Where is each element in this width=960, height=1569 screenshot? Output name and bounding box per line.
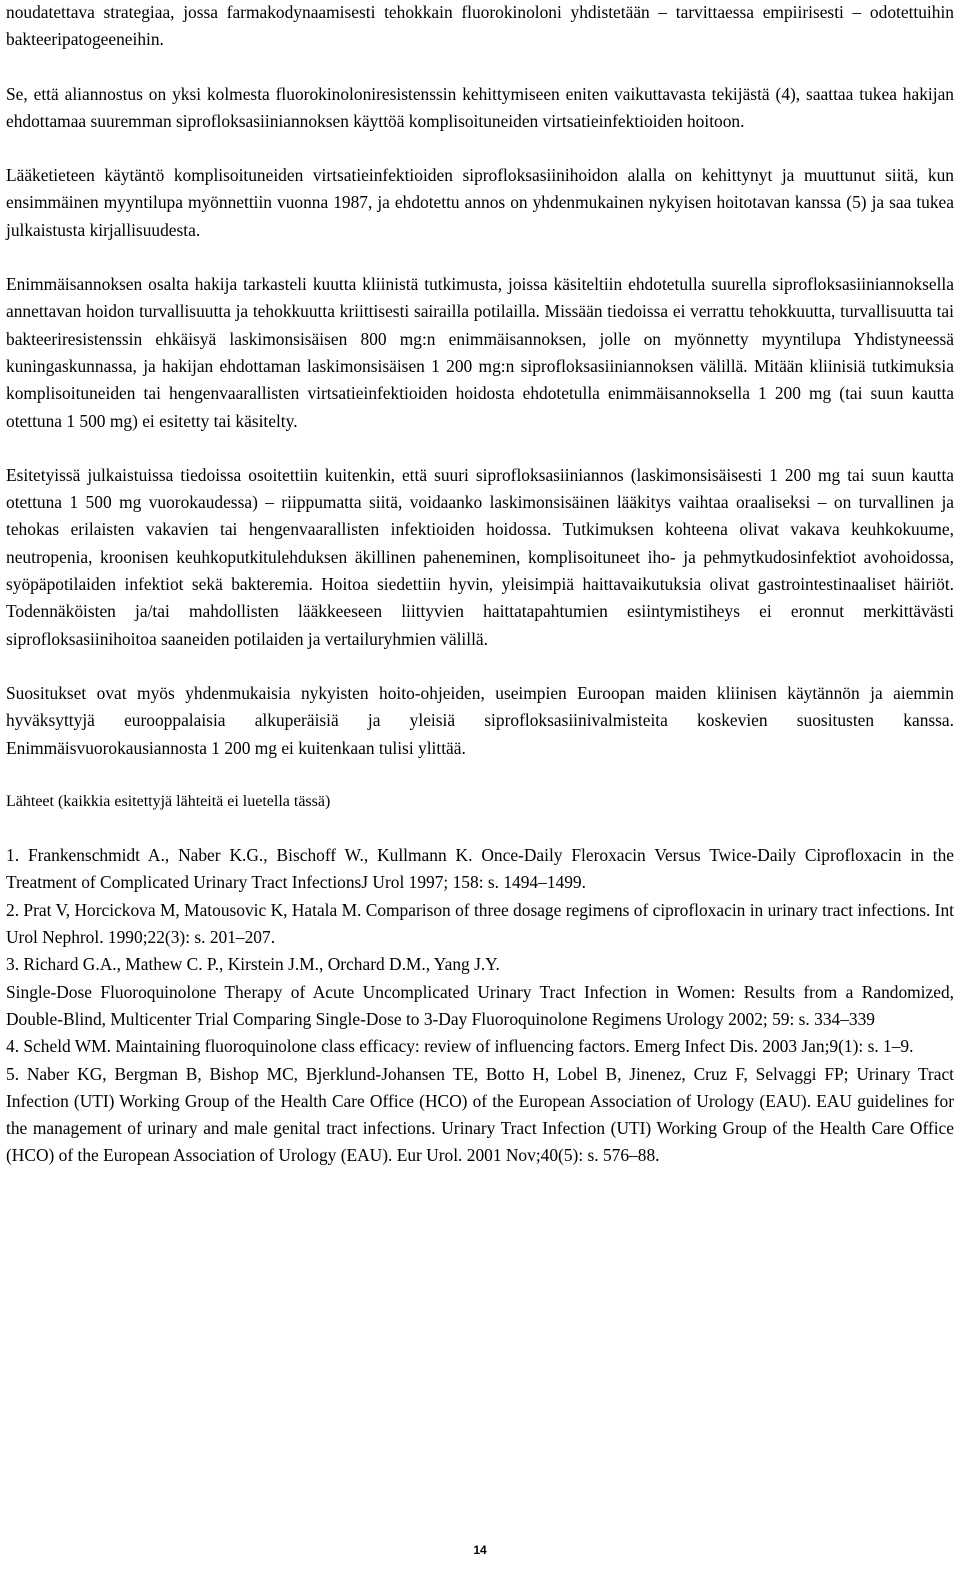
paragraph-2: Se, että aliannostus on yksi kolmesta fluorokinoloniresistenssin kehittymiseen eniten vaikuttavasta tekijästä (4), saattaa tukea hakijan ehdottamaa suuremman siprofloksasiiniannoksen käyttöä komplisoituneiden virtsatieinfektioiden hoitoon.	[6, 83, 954, 131]
references-list	[6, 842, 954, 1170]
document-page	[6, 0, 954, 1170]
page-number: 14	[473, 1543, 487, 1557]
reference-3-title: Single-Dose Fluoroquinolone Therapy of Acute Uncomplicated Urinary Tract Infection in Women: Results from a Randomized, Double-Blind, Multicenter Trial Comparing Single-Dose to 3-Day Fluoroquinolone Regimens Urology 2002; 59: s. 334–339	[6, 981, 954, 1029]
reference-3: 3. Richard G.A., Mathew C. P., Kirstein J.M., Orchard D.M., Yang J.Y.	[6, 954, 500, 975]
paragraph-4: Enimmäisannoksen osalta hakija tarkasteli kuutta kliinistä tutkimusta, joissa käsiteltiin ehdotetulla suurella siprofloksasiiniannoksella annettavan hoidon turvallisuutta ja tehokkuutta kriittisesti sairailla potilailla. Missään tiedoissa ei verrattu tehokkuutta, turvallisuutta tai bakteeriresistenssin ehkäisyä laskimonsisäisen 800 mg:n enimmäisannoksen, jolle on myönnetty myyntilupa Yhdistyneessä kuningaskunnassa, ja hakijan ehdottaman laskimonsisäisen 1 200 mg:n siprofloksasiiniannoksen välillä. Mitään kliinisiä tutkimuksia komplisoituneiden tai hengenvaarallisten virtsatieinfektioiden hoidosta ehdotetulla enimmäisannoksella 1 200 mg (tai suun kautta otettuna 1 500 mg) ei esitetty tai käsitelty.	[6, 274, 954, 431]
paragraph-6: Suositukset ovat myös yhdenmukaisia nykyisten hoito-ohjeiden, useimpien Euroopan maiden kliinisen käytännön ja aiemmin hyväksyttyjä eurooppalaisia alkuperäisiä ja yleisiä siprofloksasiinivalmisteita koskevien suositusten kanssa. Enimmäisvuorokausiannosta 1 200 mg ei kuitenkaan tulisi ylittää.	[6, 682, 954, 758]
reference-2: 2. Prat V, Horcickova M, Matousovic K, Hatala M. Comparison of three dosage regimens of ciprofloxacin in urinary tract infections. Int Urol Nephrol. 1990;22(3): s. 201–207.	[6, 899, 954, 948]
paragraph-1: noudatettava strategiaa, jossa farmakodynaamisesti tehokkain fluorokinoloni yhdistetään – tarvittaessa empiirisesti – odotettuihin bakteeripatogeeneihin.	[6, 2, 954, 50]
reference-5: 5. Naber KG, Bergman B, Bishop MC, Bjerklund-Johansen TE, Botto H, Lobel B, Jinenez, Cruz F, Selvaggi FP; Urinary Tract Infection (UTI) Working Group of the Health Care Office (HCO) of the European Association of Urology (EAU). EAU guidelines for the management of urinary and male genital tract infections. Urinary Tract Infection (UTI) Working Group of the Health Care Office (HCO) of the European Association of Urology (EAU). Eur Urol. 2001 Nov;40(5): s. 576–88.	[6, 1063, 954, 1166]
paragraph-3: Lääketieteen käytäntö komplisoituneiden virtsatieinfektioiden siprofloksasiinihoidon alalla on kehittynyt ja muuttunut siitä, kun ensimmäinen myyntilupa myönnettiin vuonna 1987, ja ehdotettu annos on yhdenmukainen nykyisen hoitotavan kanssa (5) ja saa tukea julkaistusta kirjallisuudesta.	[6, 165, 954, 240]
reference-1: 1. Frankenschmidt A., Naber K.G., Bischoff W., Kullmann K. Once-Daily Fleroxacin Versus Twice-Daily Ciprofloxacin in the Treatment of Complicated Urinary Tract InfectionsJ Urol 1997; 158: s. 1494–1499.	[6, 845, 954, 893]
references-heading: Lähteet (kaikkia esitettyjä lähteitä ei luetella tässä)	[6, 792, 331, 810]
paragraph-5: Esitetyissä julkaistuissa tiedoissa osoitettiin kuitenkin, että suuri siprofloksasiiniannos (laskimonsisäisesti 1 200 mg tai suun kautta otettuna 1 500 mg vuorokaudessa) – riippumatta siitä, voidaanko laskimonsisäinen lääkitys vaihtaa oraaliseksi – on turvallinen ja tehokas erilaisten vakavien tai hengenvaarallisten infektioiden hoidossa. Tutkimuksen kohteena olivat vakava keuhkokuume, neutropenia, kroonisen keuhkoputkitulehduksen äkillinen paheneminen, komplisoituneet iho- ja pehmytkudosinfektiot avohoidossa, syöpäpotilaiden infektiot sekä bakteremia. Hoitoa siedettiin hyvin, yleisimpiä haittavaikutuksia olivat gastrointestinaaliset häiriöt. Todennäköisten ja/tai mahdollisten lääkkeeseen liittyvien haittatapahtumien esiintymistiheys ei eronnut merkittävästi siprofloksasiinihoitoa saaneiden potilaiden ja vertailuryhmien välillä.	[6, 464, 954, 649]
reference-4: 4. Scheld WM. Maintaining fluoroquinolone class efficacy: review of influencing factors. Emerg Infect Dis. 2003 Jan;9(1): s. 1–9.	[6, 1036, 914, 1057]
